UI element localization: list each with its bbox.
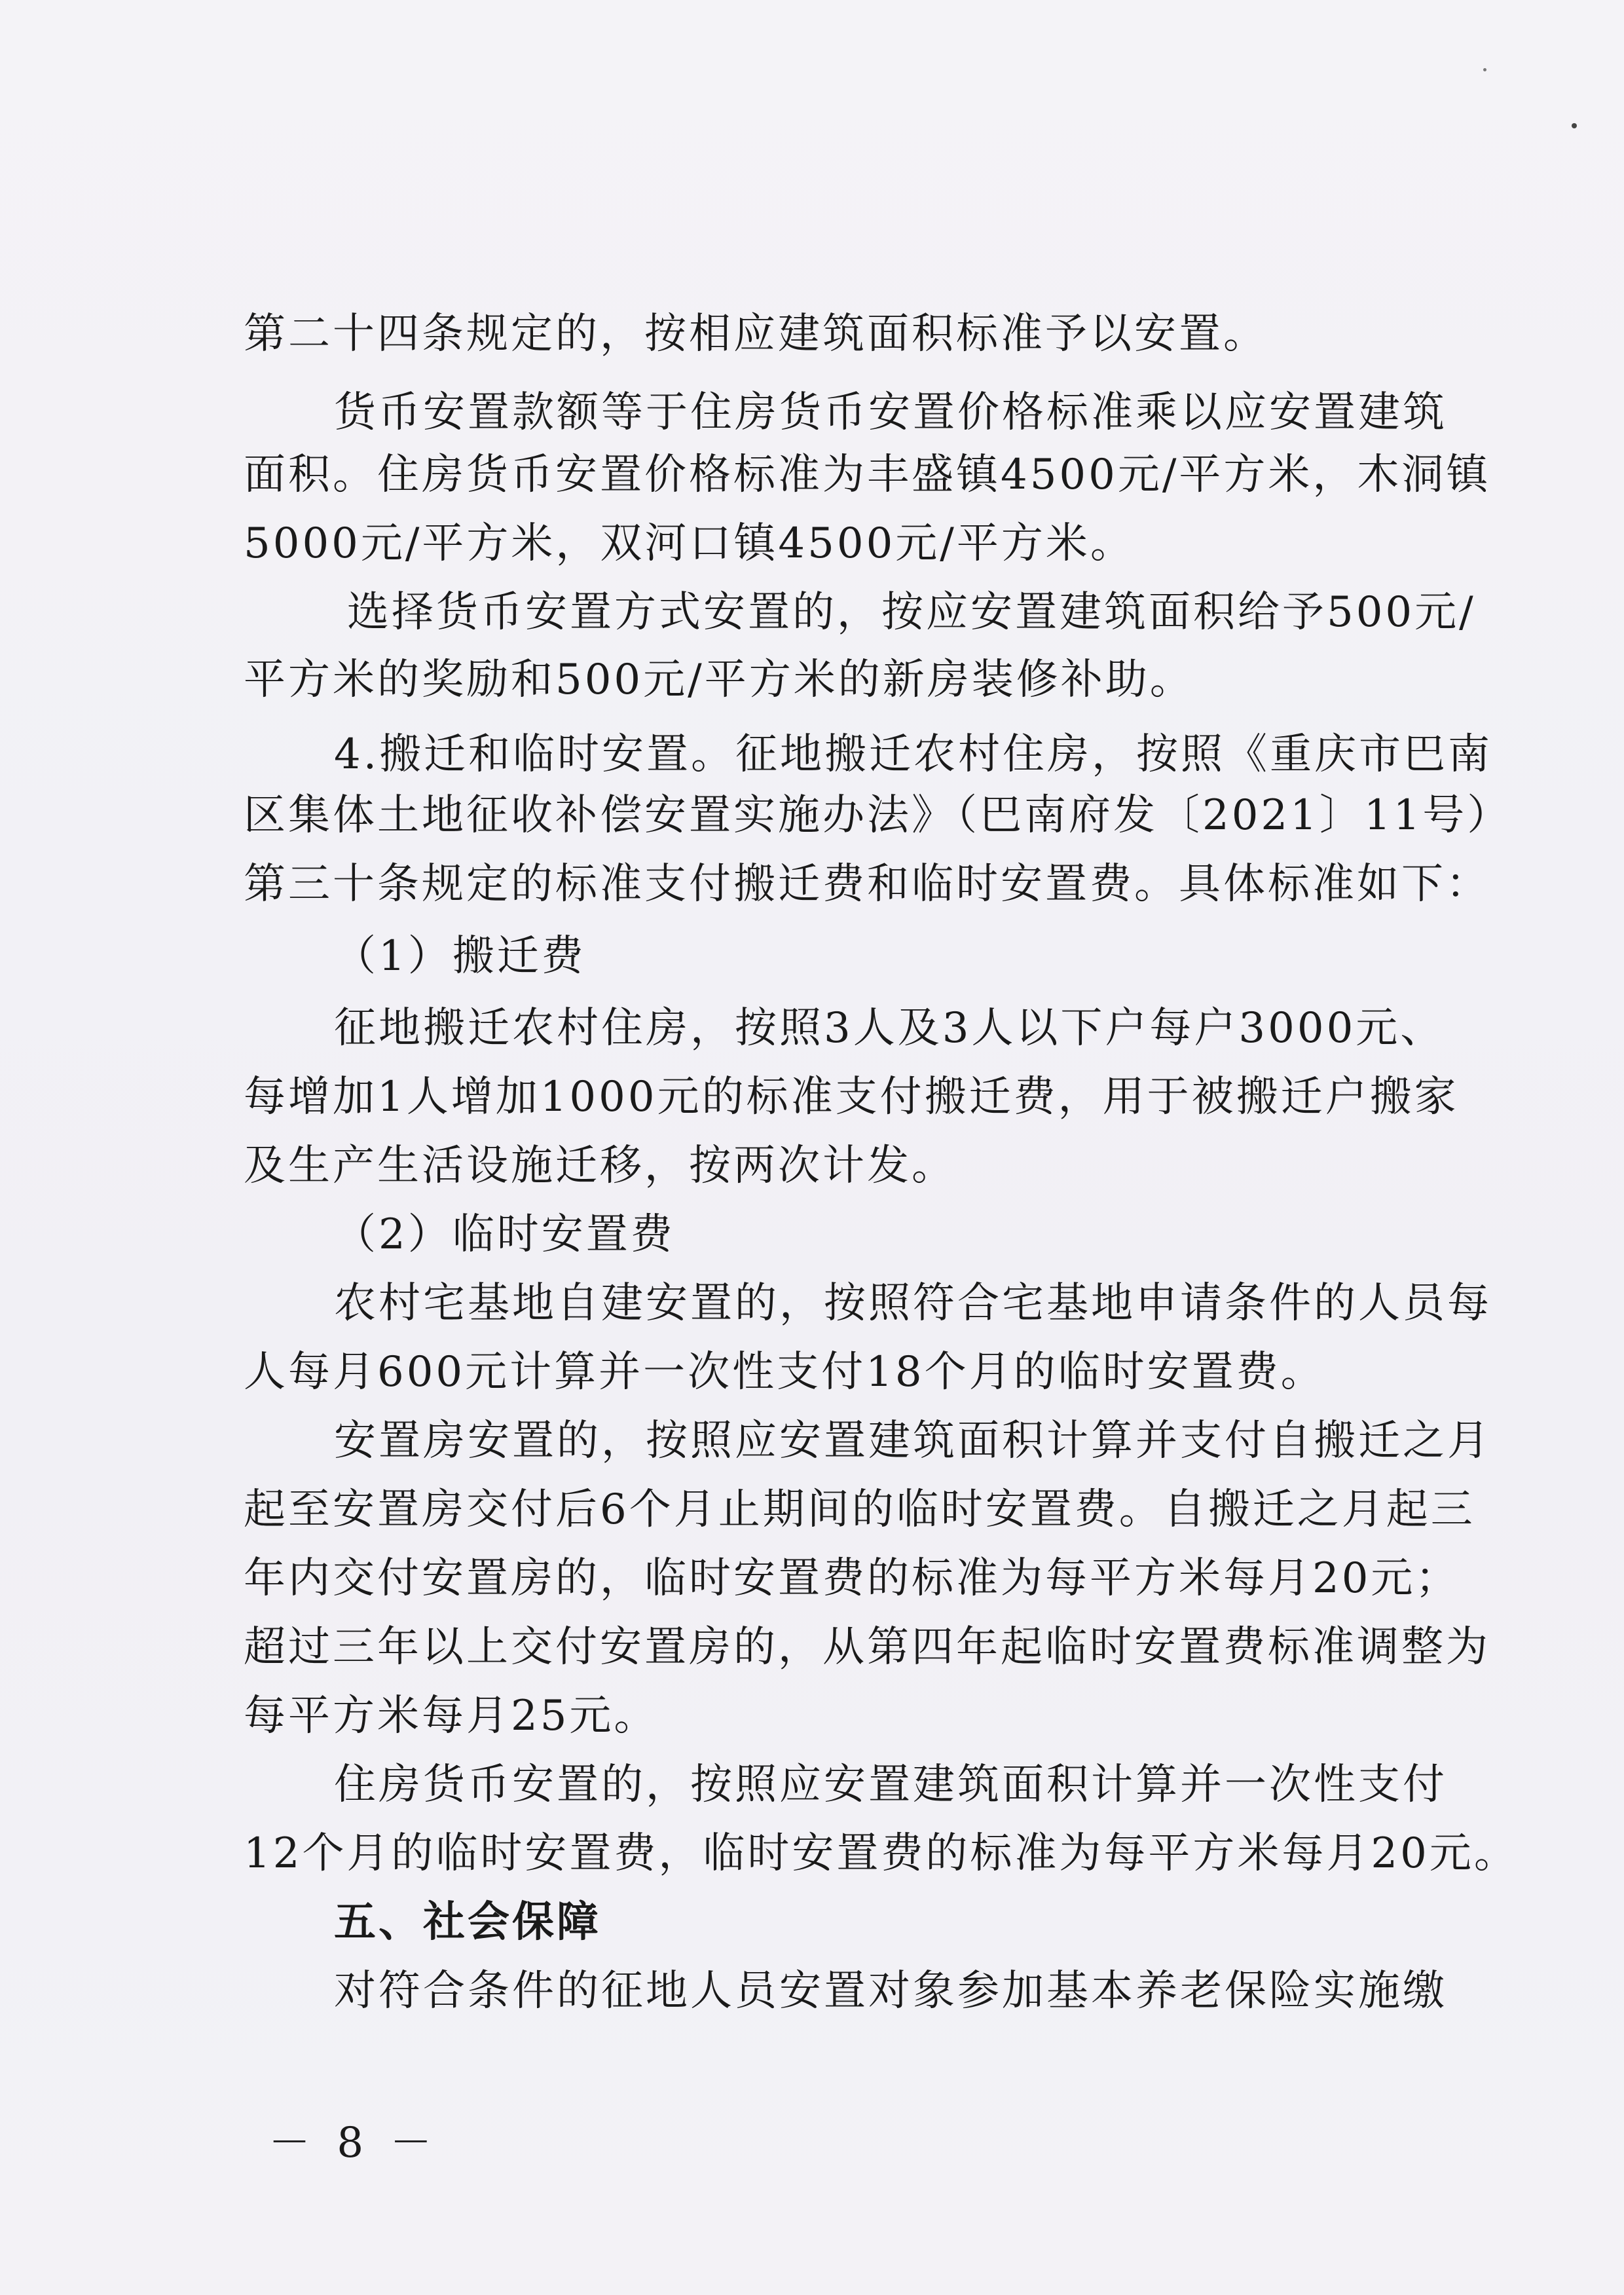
text-line-22: 住房货币安置的，按照应安置建筑面积计算并一次性支付 (334, 1761, 1447, 1809)
text-line-3: 面积。住房货币安置价格标准为丰盛镇4500元/平方米，木洞镇 (244, 451, 1491, 499)
text-line-19: 年内交付安置房的，临时安置费的标准为每平方米每月20元； (244, 1554, 1460, 1603)
text-line-17: 安置房安置的，按照应安置建筑面积计算并支付自搬迁之月 (334, 1417, 1492, 1465)
scan-speck (1572, 123, 1577, 128)
text-line-15: 农村宅基地自建安置的，按照符合宅基地申请条件的人员每 (334, 1279, 1492, 1328)
section-heading-social-security: 五、社会保障 (334, 1898, 601, 1947)
text-line-18: 起至安置房交付后6个月止期间的临时安置费。自搬迁之月起三 (244, 1485, 1475, 1534)
text-line-5: 选择货币安置方式安置的，按应安置建筑面积给予500元/ (347, 588, 1476, 637)
text-line-7: 4.搬迁和临时安置。征地搬迁农村住房，按照《重庆市巴南 (334, 730, 1493, 779)
text-line-9: 第三十条规定的标准支付搬迁费和临时安置费。具体标准如下： (244, 860, 1490, 908)
text-line-8: 区集体土地征收补偿安置实施办法》（巴南府发〔2021〕11号） (244, 791, 1512, 840)
text-line-20: 超过三年以上交付安置房的，从第四年起临时安置费标准调整为 (244, 1623, 1490, 1671)
text-line-21: 每平方米每月25元。 (244, 1692, 659, 1740)
text-line-23: 12个月的临时安置费，临时安置费的标准为每平方米每月20元。 (244, 1829, 1519, 1878)
subheading-temporary-fee: （2）临时安置费 (334, 1210, 675, 1259)
scan-speck (1483, 68, 1486, 71)
subheading-relocation-fee: （1）搬迁费 (334, 932, 586, 980)
text-line-11: 征地搬迁农村住房，按照3人及3人以下户每户3000元、 (334, 1004, 1445, 1053)
text-line-13: 及生产生活设施迁移，按两次计发。 (244, 1142, 956, 1190)
text-line-2: 货币安置款额等于住房货币安置价格标准乘以应安置建筑 (334, 388, 1447, 437)
text-line-12: 每增加1人增加1000元的标准支付搬迁费，用于被搬迁户搬家 (244, 1073, 1459, 1121)
text-line-16: 人每月600元计算并一次性支付18个月的临时安置费。 (244, 1348, 1325, 1396)
page-number: － 8 － (268, 2119, 439, 2167)
text-line-6: 平方米的奖励和500元/平方米的新房装修补助。 (244, 656, 1194, 704)
text-line-1: 第二十四条规定的，按相应建筑面积标准予以安置。 (244, 310, 1268, 358)
text-line-4: 5000元/平方米，双河口镇4500元/平方米。 (244, 519, 1135, 568)
text-line-25: 对符合条件的征地人员安置对象参加基本养老保险实施缴 (334, 1967, 1447, 2015)
